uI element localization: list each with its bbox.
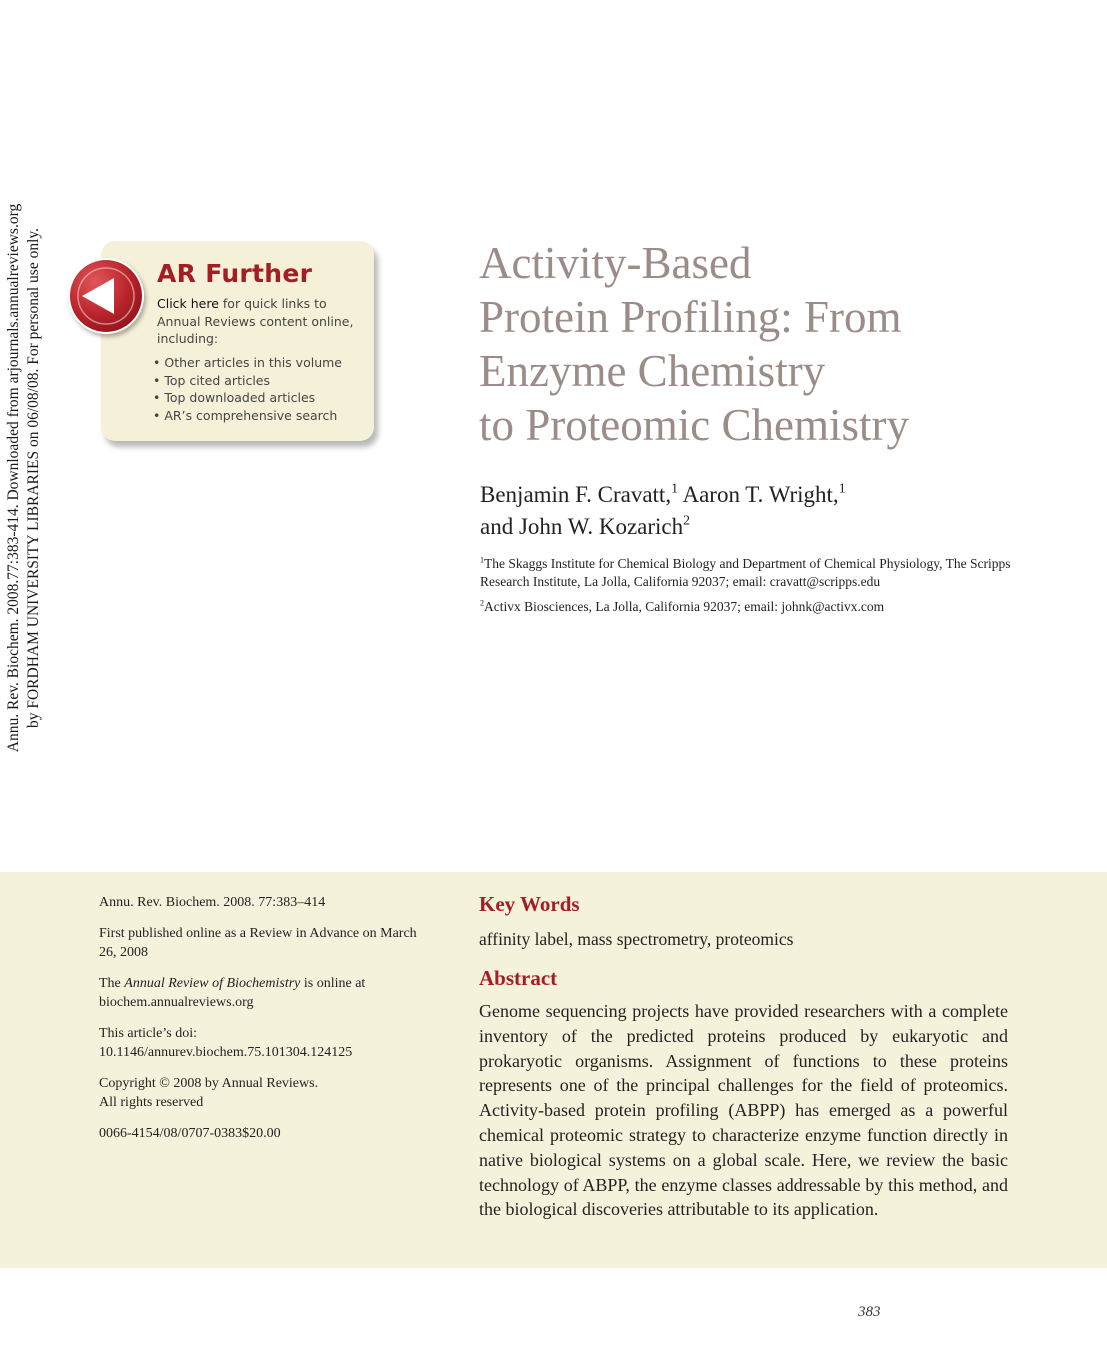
author-cravatt: Benjamin F. Cravatt, [480, 482, 672, 507]
author-wright: Aaron T. Wright, [677, 482, 839, 507]
keywords-heading: Key Words [479, 892, 580, 916]
online-note [99, 974, 429, 1012]
affiliation-2-text: Activx Biosciences, La Jolla, California 92037; email: johnk@activx.com [484, 599, 885, 614]
article-code: 0066-4154/08/0707-0383$20.00 [99, 1126, 281, 1141]
affiliation-2 [480, 598, 1040, 616]
abstract-heading: Abstract [479, 966, 558, 990]
journal-name: Annual Review of Biochemistry [124, 976, 301, 991]
ar-further-item-search[interactable]: • AR’s comprehensive search [153, 407, 342, 425]
download-notice [4, 0, 64, 978]
copyright: Copyright © 2008 by Annual Reviews. [99, 1076, 319, 1091]
article-title [479, 236, 909, 452]
page-number: 383 [858, 1304, 881, 1320]
online-pre: The [99, 976, 125, 991]
copyright-block [99, 1074, 429, 1112]
download-notice-line-2: by FORDHAM UNIVERSITY LIBRARIES on 06/08/08. For personal use only. [25, 228, 42, 729]
affiliation-1-sup: 1 [480, 555, 485, 565]
doi-value[interactable]: 10.1146/annurev.biochem.75.101304.124125 [99, 1045, 353, 1060]
authors-line-2 [480, 511, 846, 543]
title-line-3: Enzyme Chemistry [479, 346, 826, 396]
ar-further-title: AR Further [157, 259, 313, 288]
ar-further-item-top-cited[interactable]: • Top cited articles [153, 372, 342, 390]
keywords-list: affinity label, mass spectrometry, proteomics [479, 929, 794, 949]
ar-further-item-other-articles[interactable]: • Other articles in this volume [153, 354, 342, 372]
authors-line-1 [480, 479, 846, 511]
ar-further-description [157, 295, 362, 348]
affiliation-1-text: The Skaggs Institute for Chemical Biology and Department of Chemical Physiology, The Scripps Research Institute, La Jolla, California 92037; email: cravatt@scripps.edu [480, 556, 1011, 589]
left-arrow-icon[interactable] [68, 258, 144, 334]
rights: All rights reserved [99, 1095, 204, 1110]
online-post: is online at biochem.annualreviews.org [99, 976, 366, 1010]
authors [480, 479, 846, 543]
abstract-text: Genome sequencing projects have provided researchers with a complete inventory of the predicted proteins produced by eukaryotic and prokaryotic organisms. Assignment of functions to these proteins represents one of the principal challenges for the field of proteomics. Activity-based protein profiling (ABPP) has emerged as a powerful chemical proteomic strategy to characterize enzyme function directly in native biological systems on a global scale. Here, we review the basic technology of ABPP, the enzyme classes addressable by this method, and the biological discoveries attributable to its application. [479, 1001, 1008, 1220]
author-wright-sup: 1 [838, 480, 846, 496]
title-line-1: Activity-Based [479, 238, 752, 288]
affiliation-1 [480, 555, 1040, 591]
first-published: First published online as a Review in Advance on March 26, 2008 [99, 926, 417, 960]
ar-further-item-top-downloaded[interactable]: • Top downloaded articles [153, 389, 342, 407]
article-metadata [99, 893, 429, 1155]
ar-further-desc-text: for quick links to Annual Reviews content online, including: [157, 296, 354, 346]
doi-block [99, 1024, 429, 1062]
affiliation-2-sup: 2 [480, 598, 485, 608]
doi-label: This article’s doi: [99, 1026, 197, 1041]
click-here-link[interactable]: Click here [157, 296, 219, 311]
ar-further-list [153, 354, 342, 424]
citation: Annu. Rev. Biochem. 2008. 77:383–414 [99, 895, 326, 910]
title-line-2: Protein Profiling: From [479, 292, 902, 342]
author-cravatt-sup: 1 [671, 480, 678, 496]
title-line-4: to Proteomic Chemistry [479, 400, 909, 450]
author-kozarich-sup: 2 [683, 512, 691, 528]
download-notice-line-1: Annu. Rev. Biochem. 2008.77:383-414. Downloaded from arjournals.annualreviews.org [5, 203, 22, 753]
author-kozarich: and John W. Kozarich [480, 514, 684, 539]
